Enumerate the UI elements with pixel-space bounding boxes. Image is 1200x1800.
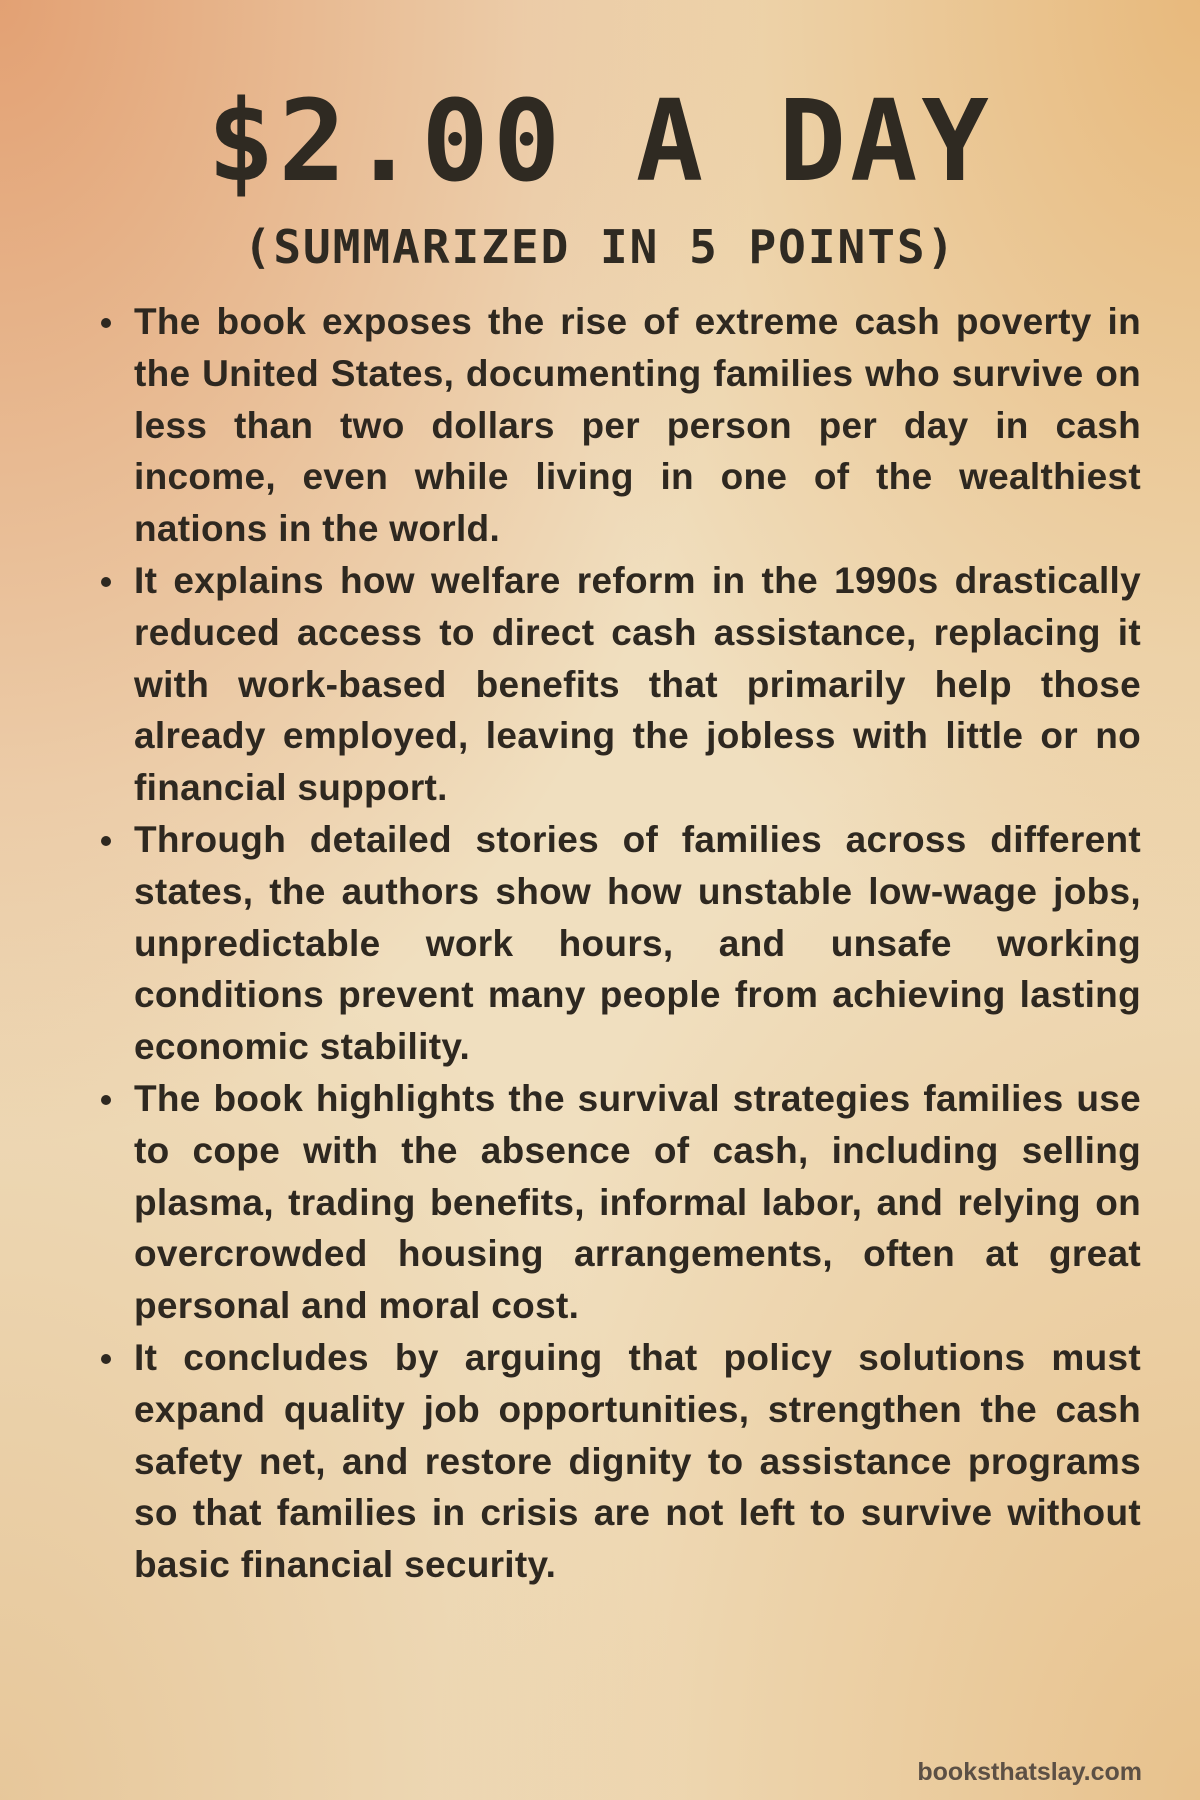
- page-subtitle: (SUMMARIZED IN 5 POINTS): [243, 220, 957, 274]
- list-item: [95, 296, 1141, 555]
- point-text: It explains how welfare reform in the 1990s drastically reduced access to direct cash assistance, replacing it with work-based benefits that primarily help those already employed, leaving the jobless with little or no financial support.: [134, 559, 1141, 809]
- point-text: Through detailed stories of families across different states, the authors show how unstable low-wage jobs, unpredictable work hours, and unsafe working conditions prevent many people from achieving lasting economic stability.: [134, 818, 1141, 1068]
- bullet-icon: [101, 1095, 111, 1105]
- bullet-icon: [101, 1354, 111, 1364]
- spacer: [0, 1591, 1200, 1732]
- point-text: The book exposes the rise of extreme cash poverty in the United States, documenting families who survive on less than two dollars per person per day in cash income, even while living in one of the wealthiest nations in the world.: [134, 301, 1141, 550]
- bullet-icon: [101, 836, 111, 846]
- list-item: [95, 814, 1141, 1073]
- point-text: It concludes by arguing that policy solutions must expand quality job opportunities, strengthen the cash safety net, and restore dignity to assistance programs so that families in crisis are not left to survive without basic financial security.: [134, 1336, 1141, 1586]
- bullet-icon: [101, 318, 111, 328]
- list-item: [95, 555, 1141, 814]
- list-item: [95, 1332, 1141, 1591]
- summary-points-list: [95, 296, 1141, 1591]
- bullet-icon: [101, 577, 111, 587]
- point-text: The book highlights the survival strategies families use to cope with the absence of cash, including selling plasma, trading benefits, informal labor, and relying on overcrowded housing arrangements, often at great personal and moral cost.: [134, 1077, 1141, 1327]
- list-item: [95, 1073, 1141, 1332]
- website-credit: booksthatslay.com: [917, 1758, 1142, 1786]
- page-title: $2.00 A DAY: [207, 77, 993, 207]
